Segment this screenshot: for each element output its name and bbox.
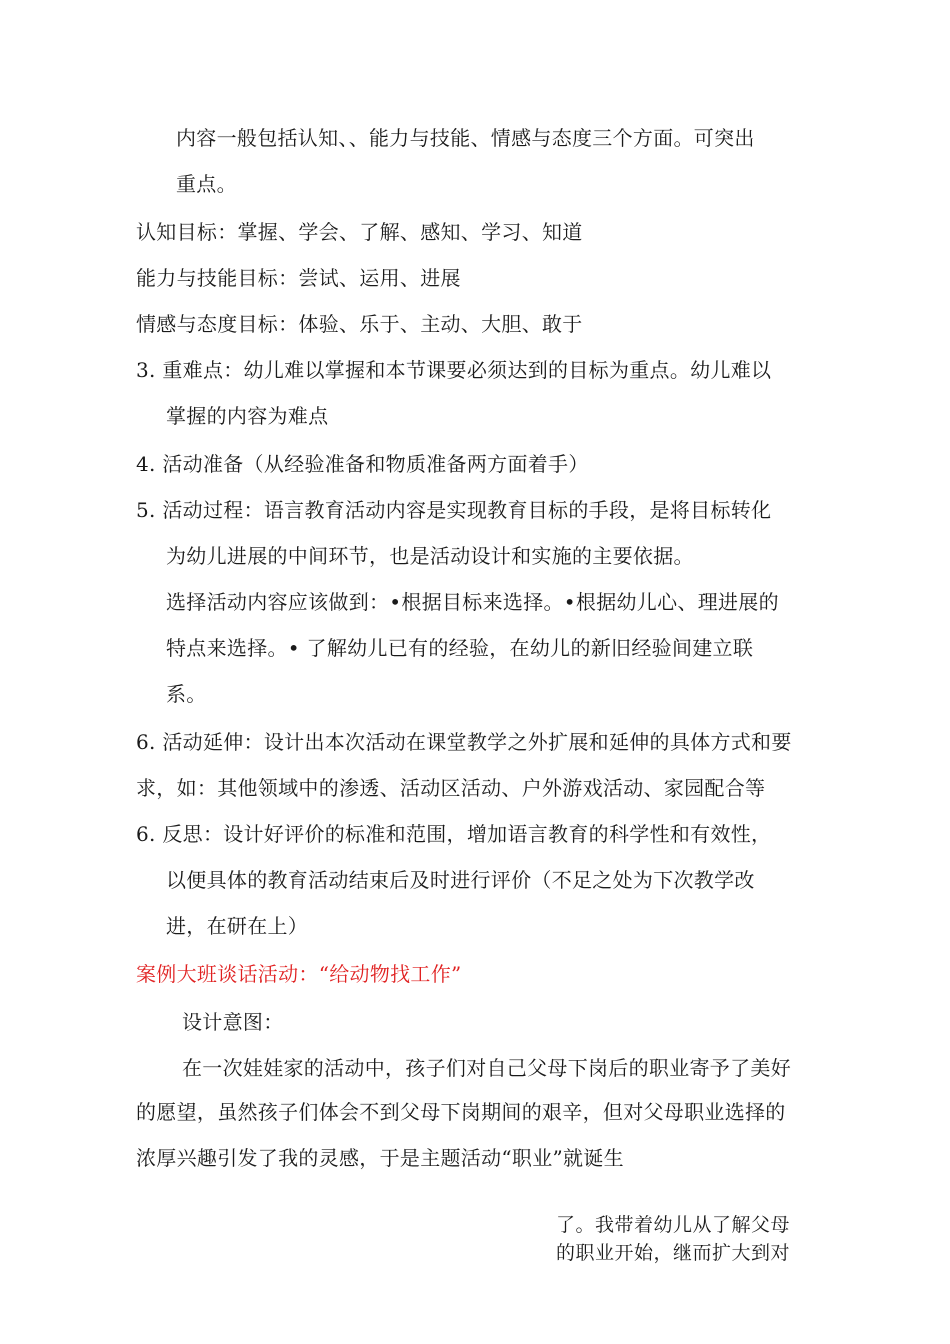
text-line: 求，如：其他领域中的渗透、活动区活动、户外游戏活动、家园配合等: [136, 776, 766, 800]
text-line: 重点。: [176, 172, 237, 196]
text-line: 6. 活动延伸：设计出本次活动在课堂教学之外扩展和延伸的具体方式和要: [136, 730, 792, 754]
text-line: 3. 重难点：幼儿难以掌握和本节课要必须达到的目标为重点。幼儿难以: [136, 358, 772, 382]
text-line: 6. 反思：设计好评价的标准和范围，增加语言教育的科学性和有效性，: [136, 822, 772, 846]
section-label: 设计意图：: [182, 1010, 284, 1034]
text-line: 选择活动内容应该做到：•根据目标来选择。•根据幼儿心、理进展的: [166, 590, 779, 614]
text-line: 特点来选择。• 了解幼儿已有的经验，在幼儿的新旧经验间建立联: [166, 636, 754, 660]
text-line: 4. 活动准备（从经验准备和物质准备两方面着手）: [136, 452, 589, 476]
text-line: 认知目标：掌握、学会、了解、感知、学习、知道: [136, 220, 583, 244]
text-line: 掌握的内容为难点: [166, 404, 329, 428]
text-line: 在一次娃娃家的活动中，孩子们对自己父母下岗后的职业寄予了美好: [182, 1056, 791, 1080]
text-line: 情感与态度目标：体验、乐于、主动、大胆、敢于: [136, 312, 583, 336]
text-line: 能力与技能目标：尝试、运用、进展: [136, 266, 461, 290]
case-heading: 案例大班谈话活动：“给动物找工作”: [136, 962, 462, 986]
text-line: 内容一般包括认知、、能力与技能、情感与态度三个方面。可突出: [176, 126, 755, 150]
text-line: 以便具体的教育活动结束后及时进行评价（不足之处为下次教学改: [166, 868, 755, 892]
text-line: 进，在研在上）: [166, 914, 309, 938]
text-line: 了。我带着幼儿从了解父母: [556, 1214, 791, 1236]
text-line: 系。: [166, 682, 207, 706]
text-line: 5. 活动过程：语言教育活动内容是实现教育目标的手段，是将目标转化: [136, 498, 772, 522]
text-line: 为幼儿进展的中间环节，也是活动设计和实施的主要依据。: [166, 544, 694, 568]
text-line: 的愿望，虽然孩子们体会不到父母下岗期间的艰辛，但对父母职业选择的: [136, 1100, 786, 1124]
text-line: 浓厚兴趣引发了我的灵感，于是主题活动“职业”就诞生: [136, 1146, 624, 1170]
text-line: 的职业开始，继而扩大到对: [556, 1242, 791, 1264]
